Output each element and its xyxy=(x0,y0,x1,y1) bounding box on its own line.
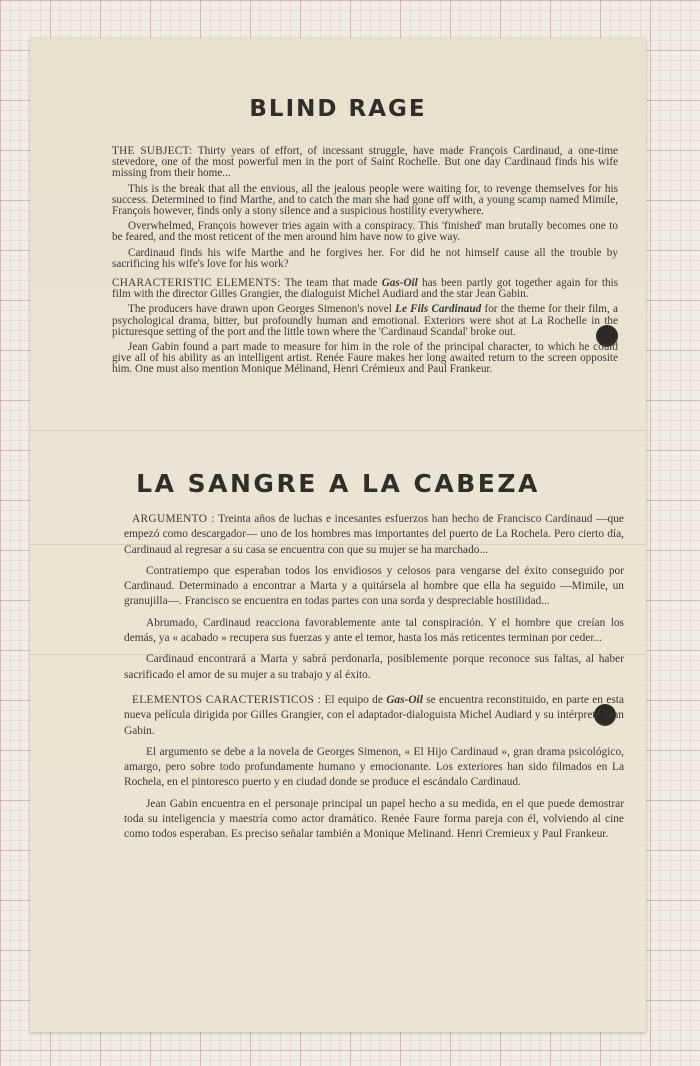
novel-title: Le Fils Cardinaud xyxy=(395,303,482,316)
elements-label: CHARACTERISTIC ELEMENTS: xyxy=(112,277,281,290)
elements-text: The producers have drawn upon Georges Simenon's novel xyxy=(128,303,392,316)
argumento-paragraph: Cardinaud encontrará a Marta y sabrá perdonarla, posiblemente porque reconoce sus faltas, al haber sacrificado el amor de su mujer a su trabajo y al éxito. xyxy=(124,653,624,681)
elementos-text: El equipo de xyxy=(324,693,383,706)
elements-paragraph: Jean Gabin found a part made to measure for him in the role of the principal character, to which he could give all of his ability as an intelligent artist. Renée Faure makes her long awaited return to the screen opposite him. One must also mention Monique Mélinand, Henri Crémieux and Paul Frankeur. xyxy=(112,341,618,376)
fold-line xyxy=(30,430,646,431)
elements-text: for the theme for their film, a psychological drama, bitter, but profoundly human and emotional. Exteriors were shot at La Rochelle in the picturesque setting of the port and the little town where the 'Cardinaud Scandal' broke out. xyxy=(112,303,619,338)
subject-paragraph: This is the break that all the envious, all the jealous people were waiting for, to revenge themselves for his success. Determined to find Marthe, and to catch the man she had gone off with, a young scamp named Mimile, François however, finds only a stony silence and a suspicious hostility everywhere. xyxy=(112,182,618,218)
document-sheet xyxy=(30,38,646,1032)
subject-paragraph xyxy=(112,146,618,180)
subject-label: THE SUBJECT: xyxy=(112,145,193,157)
argumento-paragraph: Contratiempo que esperaban todos los envidiosos y celosos para vengarse del éxito conseguido por Cardinaud. Determinado a encontrar a Marta y a quitársela al hombre que ella ha seguido —Mimile, un granujilla—. Francisco se encuentra en todas partes con una sorda y despreciable hostilidad... xyxy=(124,564,624,608)
film-title: Gas-Oil xyxy=(381,277,418,290)
argumento-text: Treinta años de luchas e incesantes esfuerzos han hecho de Francisco Cardinaud —que empezó como descargador— uno de los hombres mas importantes del puerto de La Rochela. Pero cierto día, Cardinaud al regresar a su casa se encuentra con que su mujer se ha marchado... xyxy=(124,513,624,556)
elementos-paragraph: Jean Gabin encuentra en el personaje principal un papel hecho a su medida, en el que puede demostrar toda su inteligencia y maestría como actor dramático. Renée Faure forma pareja con él, volviendo al cine como todos esperaban. Es preciso señalar también a Monique Melinand. Henri Cremieux y Paul Frankeur. xyxy=(124,797,624,841)
argumento-paragraph xyxy=(124,512,624,558)
elementos-label: ELEMENTOS CARACTERISTICOS : xyxy=(132,693,322,706)
subject-text: Thirty years of effort, of incessant struggle, have made François Cardinaud, a one-time stevedore, one of the most powerful men in the port of Saint Rochelle. But one day Cardinaud finds his wife missing from their home... xyxy=(112,145,618,180)
elements-text: The team that made xyxy=(284,277,378,290)
elements-text: has been partly got together again for this film with the director Gilles Grangier, the dialoguist Michel Audiard and the star Jean Gabin. xyxy=(112,277,619,301)
subject-paragraph: Overwhelmed, François however tries again with a conspiracy. This 'finished' man brutally becomes one to be feared, and the most reticent of the men around him have now to give way. xyxy=(112,220,618,244)
elementos-paragraph xyxy=(124,693,624,739)
elements-paragraph xyxy=(112,278,618,300)
elementos-paragraph: El argumento se debe a la novela de Georges Simenon, « El Hijo Cardinaud », gran drama psicológico, amargo, pero sobre todo profundamente humano y emocionante. Los exteriores han sido filmados en La Rochela, en el pintoresco puerto y en ciudad donde se produce el escándalo Cardinaud. xyxy=(124,745,624,789)
film-title: Gas-Oil xyxy=(386,693,423,706)
subject-paragraph: Cardinaud finds his wife Marthe and he forgives her. For did he not himself cause all the trouble by sacrificing his wife's love for his work? xyxy=(112,246,618,270)
argumento-paragraph: Abrumado, Cardinaud reacciona favorablemente ante tal conspiración. Y el hombre que creían los demás, ya « acabado » recupera sus fuerzas y ante el temor, hasta los más reticentes terminan por ceder... xyxy=(124,616,624,645)
spanish-section xyxy=(124,512,624,849)
argumento-label: ARGUMENTO : xyxy=(132,513,215,525)
elementos-text: se encuentra reconstituido, en parte en esta nueva película dirigida por Gilles Grangier, con el adaptador-dialoguista Michel Audiard y su intérprete Jean Gabin. xyxy=(124,693,624,737)
spanish-title: LA SANGRE A LA CABEZA xyxy=(136,469,540,498)
english-title: BLIND RAGE xyxy=(249,96,427,122)
elements-paragraph xyxy=(112,304,618,338)
english-section xyxy=(112,146,618,380)
